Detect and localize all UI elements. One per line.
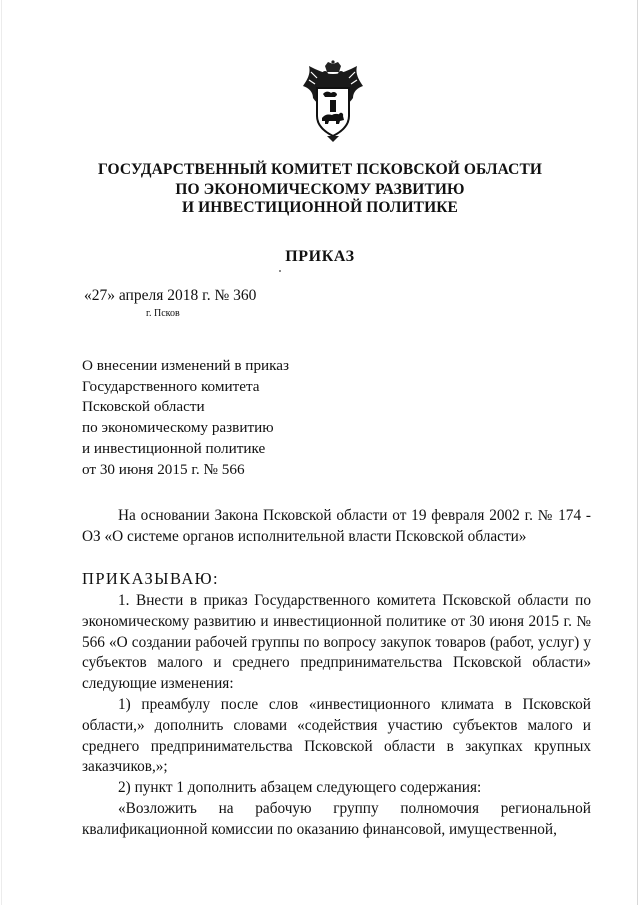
item-1-2-quote-text: «Возложить на рабочую группу полномочия региональной квалификационной комиссии по оказанию финансовой, имущественной, bbox=[82, 799, 591, 838]
basis-paragraph bbox=[82, 506, 591, 548]
scan-dot bbox=[279, 270, 281, 272]
subject-line: Псковской области bbox=[82, 398, 205, 416]
org-name-line-3: И ИНВЕСТИЦИОННОЙ ПОЛИТИКЕ bbox=[182, 199, 458, 216]
page-edge-left bbox=[1, 0, 2, 905]
order-city: г. Псков bbox=[146, 308, 180, 319]
page-edge-right bbox=[637, 0, 638, 905]
subject-line: по экономическому развитию bbox=[82, 419, 274, 437]
subject-line: Государственного комитета bbox=[82, 377, 260, 395]
org-name-line-2: ПО ЭКОНОМИЧЕСКОМУ РАЗВИТИЮ bbox=[175, 181, 465, 198]
pskov-coat-of-arms-icon bbox=[295, 60, 371, 142]
order-subject bbox=[82, 356, 289, 480]
order-items bbox=[82, 591, 591, 841]
subject-line: и инвестиционной политике bbox=[82, 439, 266, 457]
basis-text: На основании Закона Псковской области от 19 февраля 2002 г. № 174 - ОЗ «О системе органов исполнительной власти Псковской области» bbox=[82, 507, 591, 545]
item-1-1-text: 1) преамбулу после слов «инвестиционного климата в Псковской области,» дополнить словами «содействия участию субъектов малого и среднего предпринимательства Псковской области в закупках крупных заказчиков,»; bbox=[82, 695, 591, 776]
subject-line: О внесении изменений в приказ bbox=[82, 357, 290, 374]
order-title: ПРИКАЗ bbox=[285, 248, 355, 265]
item-1-text: 1. Внести в приказ Государственного комитета Псковской области по экономическому развитию и инвестиционной политике от 30 июня 2015 г. № 566 «О создании рабочей группы по вопросу закупок товаров (работ, услуг) у субъектов малого и среднего предпринимательства Псковской области» следующие изменения: bbox=[82, 592, 591, 693]
subject-line: от 30 июня 2015 г. № 566 bbox=[82, 460, 245, 478]
command-word: ПРИКАЗЫВАЮ: bbox=[82, 569, 219, 588]
item-1-2-text: 2) пункт 1 дополнить абзацем следующего содержания: bbox=[118, 779, 482, 797]
order-date-number: «27» апреля 2018 г. № 360 bbox=[84, 287, 257, 304]
org-name-line-1: ГОСУДАРСТВЕННЫЙ КОМИТЕТ ПСКОВСКОЙ ОБЛАСТИ bbox=[97, 161, 543, 178]
